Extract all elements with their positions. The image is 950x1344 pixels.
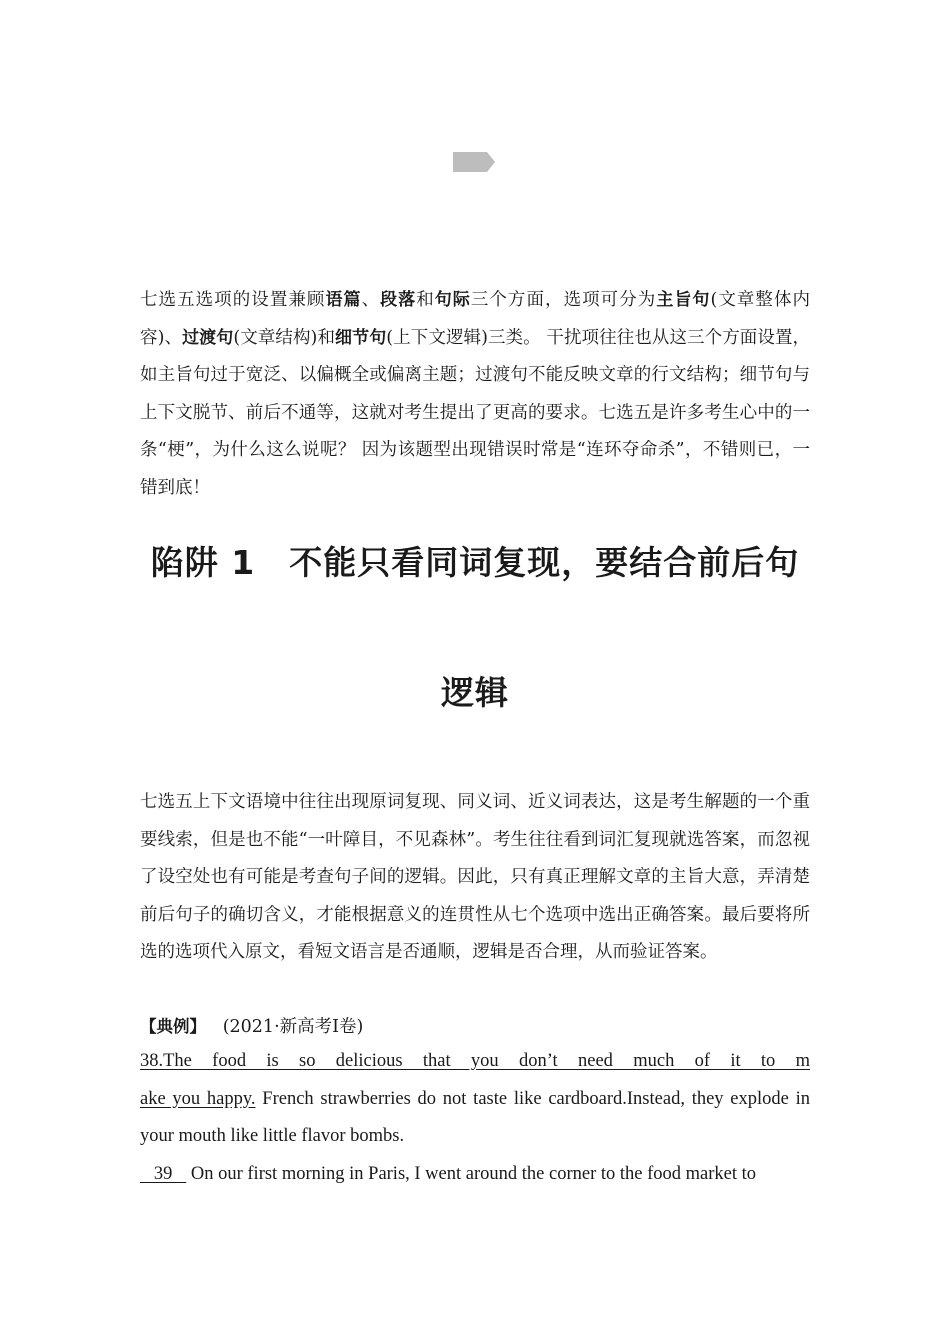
term-sentence: 句际 (434, 290, 471, 310)
question-38-number: 38 (140, 1051, 159, 1071)
question-39-blank: 39 (140, 1163, 187, 1184)
example-source: (2021·新高考Ⅰ卷) (222, 1017, 364, 1037)
intro-paragraph: 七选五选项的设置兼顾语篇、段落和句际三个方面，选项可分为主旨句(文章整体内容)、过渡句(文章结构)和细节句(上下文逻辑)三类。 干扰项往往也从这三个方面设置，如主旨句过于宽泛、以偏概全或偏离主题；过渡句不能反映文章的行文结构；细节句与上下文脱节、前后不通等，这就对考生提出了更高的要求。七选五是许多考生心中的一条“梗”，为什么这么说呢？ 因为该题型出现错误时常是“连环夺命杀”，不错则已，一错到底！ (140, 290, 811, 498)
passage-body: ake you happy. French strawberries do not taste like cardboard.Instead, they explode in your mouth like little flavor bombs. (140, 1088, 810, 1146)
example-label: 【典例】 (140, 1017, 206, 1036)
term-detail-sentence: 细节句 (335, 327, 387, 348)
trap-heading-line1: 陷阱 1 不能只看同词复现，要结合前后句 (150, 543, 800, 582)
term-discourse: 语篇 (325, 290, 362, 310)
term-transition-sentence: 过渡句 (182, 327, 234, 348)
example-label-line (140, 1012, 810, 1042)
section-tag-icon (453, 152, 495, 172)
passage-line-39: 39 On our first morning in Paris, I went around the corner to the food market to (140, 1163, 757, 1184)
reading-passage (140, 1043, 810, 1193)
term-topic-sentence: 主旨句 (656, 290, 711, 310)
question-38-answer-part2: ake you happy. (140, 1088, 256, 1109)
question-38-answer-part1: .The food is so delicious that you don’t need much of it to m (158, 1051, 810, 1071)
passage-line-1 (140, 1043, 810, 1081)
explanation-paragraph: 七选五上下文语境中往往出现原词复现、同义词、近义词表达，这是考生解题的一个重要线索，但是也不能“一叶障目，不见森林”。考生往往看到词汇复现就选答案，而忽视了设空处也有可能是考查句子间的逻辑。因此，只有真正理解文章的主旨大意，弄清楚前后句子的确切含义，才能根据意义的连贯性从七个选项中选出正确答案。最后要将所选的选项代入原文，看短文语言是否通顺，逻辑是否合理，从而验证答案。 (140, 792, 810, 962)
term-paragraph: 段落 (380, 290, 417, 310)
trap-heading (140, 498, 810, 758)
trap-heading-line2: 逻辑 (441, 673, 509, 712)
